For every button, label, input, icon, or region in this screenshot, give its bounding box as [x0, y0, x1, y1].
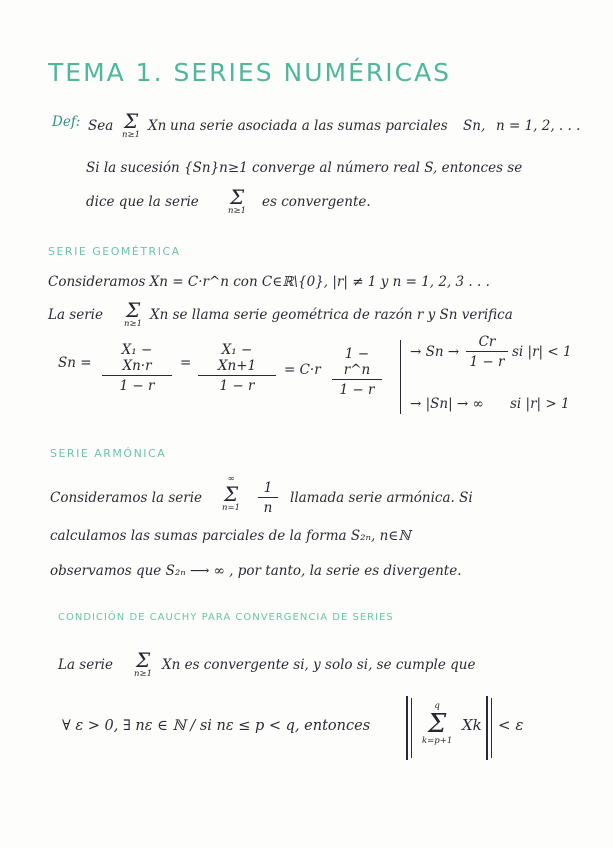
harmonic-line3: observamos que S₂ₙ ⟶ ∞ , por tanto, la serie es divergente.: [50, 563, 462, 579]
sigma-symbol-5: Σ: [135, 648, 151, 672]
fraction-3-denominator: 1 − r: [339, 382, 375, 398]
abs-bar-right: [486, 696, 488, 760]
fraction-1-numerator: X₁ − Xn·r: [121, 342, 153, 374]
cauchy-sum-lower2: k=p+1: [422, 735, 453, 746]
abs-bar-left-2: [411, 698, 412, 758]
harmonic-sum-symbol: [222, 475, 240, 512]
geometric-sum-symbol: [124, 300, 142, 329]
def-n-range: n = 1, 2, . . .: [496, 118, 581, 134]
cauchy-line1-b: Xn es convergente si, y solo si, se cumple que: [162, 657, 476, 673]
equals-3: = C·r: [284, 362, 321, 378]
fraction-1: [102, 342, 172, 394]
fraction-2-numerator: X₁ − Xn+1: [217, 342, 257, 374]
case1-fraction: [466, 334, 508, 370]
def-label: Def:: [52, 114, 81, 130]
abs-bar-left: [406, 696, 408, 760]
sum-lower-limit-3: n≥1: [124, 319, 143, 329]
cauchy-heading: CONDICIÓN DE CAUCHY PARA CONVERGENCIA DE SERIES: [58, 612, 394, 623]
page-title: TEMA 1. SERIES NUMÉRICAS: [48, 58, 452, 87]
abs-bar-right-2: [491, 698, 492, 758]
def-sum-term: Xn: [148, 118, 167, 134]
case-bracket: [400, 340, 401, 414]
fraction-3-numerator: 1 − r^n: [343, 346, 371, 378]
cauchy-sum-term: Xk: [462, 716, 482, 734]
def-sea: Sea: [88, 118, 114, 134]
geometric-line2-a: La serie: [48, 307, 103, 323]
def-sn: Sn,: [463, 118, 486, 134]
fraction-2: [198, 342, 276, 394]
sn-equals: Sn =: [58, 355, 92, 371]
cauchy-sum-upper: q: [434, 701, 440, 711]
cauchy-abs-sum: [422, 702, 452, 745]
sigma-symbol: Σ: [123, 109, 139, 133]
harmonic-sum-lower: n=1: [222, 502, 241, 513]
harmonic-sum-upper: ∞: [227, 474, 235, 484]
sum-lower-limit-2: n≥1: [228, 206, 247, 216]
fraction-2-denominator: 1 − r: [219, 378, 255, 394]
harmonic-term: [258, 480, 278, 516]
cauchy-sum-lower: n≥1: [134, 669, 153, 679]
harmonic-line1-b: llamada serie armónica. Si: [290, 490, 473, 506]
harmonic-line1-a: Consideramos la serie: [50, 490, 203, 506]
cauchy-sum-symbol: [134, 650, 152, 679]
cauchy-line1-a: La serie: [58, 657, 113, 673]
harmonic-line2: calculamos las sumas parciales de la forma S₂ₙ, n∈ℕ: [50, 528, 411, 544]
def-sum-symbol: [122, 111, 140, 140]
harmonic-heading: SERIE ARMÓNICA: [50, 447, 167, 460]
fraction-1-denominator: 1 − r: [119, 378, 155, 394]
geometric-heading: SERIE GEOMÉTRICA: [48, 245, 181, 258]
harmonic-denominator: n: [263, 500, 273, 516]
def-line3-b: es convergente.: [262, 194, 371, 210]
def-line3-a: dice que la serie: [86, 194, 199, 210]
def-line2: Si la sucesión {Sn}n≥1 converge al número real S, entonces se: [86, 160, 523, 176]
geometric-line2-b: Xn se llama serie geométrica de razón r y Sn verifica: [150, 307, 513, 323]
sigma-symbol-4: Σ: [223, 481, 239, 506]
case1-arrow: → Sn →: [410, 344, 460, 360]
sum-lower-limit: n≥1: [122, 130, 141, 140]
sigma-symbol-2: Σ: [229, 185, 245, 209]
equals-2: =: [180, 355, 192, 371]
sigma-symbol-6: Σ: [427, 708, 447, 739]
cauchy-line2: ∀ ε > 0, ∃ nε ∈ ℕ / si nε ≤ p < q, entonces: [62, 718, 371, 734]
geometric-line1: Consideramos Xn = C·r^n con C∈ℝ\{0}, |r| ≠ 1 y n = 1, 2, 3 . . .: [48, 274, 490, 290]
fraction-3: [332, 346, 382, 398]
case1-condition: si |r| < 1: [512, 344, 572, 360]
case1-numerator: Cr: [478, 334, 496, 350]
def-line3-sum-symbol: [228, 187, 246, 216]
case2-condition: si |r| > 1: [510, 396, 570, 412]
sigma-symbol-3: Σ: [125, 298, 141, 322]
cauchy-lt-epsilon: < ε: [498, 716, 524, 734]
harmonic-numerator: 1: [263, 480, 273, 496]
case1-denominator: 1 − r: [469, 354, 505, 370]
case2-arrow: → |Sn| → ∞: [410, 396, 484, 412]
def-line1-rest: una serie asociada a las sumas parciales: [170, 118, 448, 134]
